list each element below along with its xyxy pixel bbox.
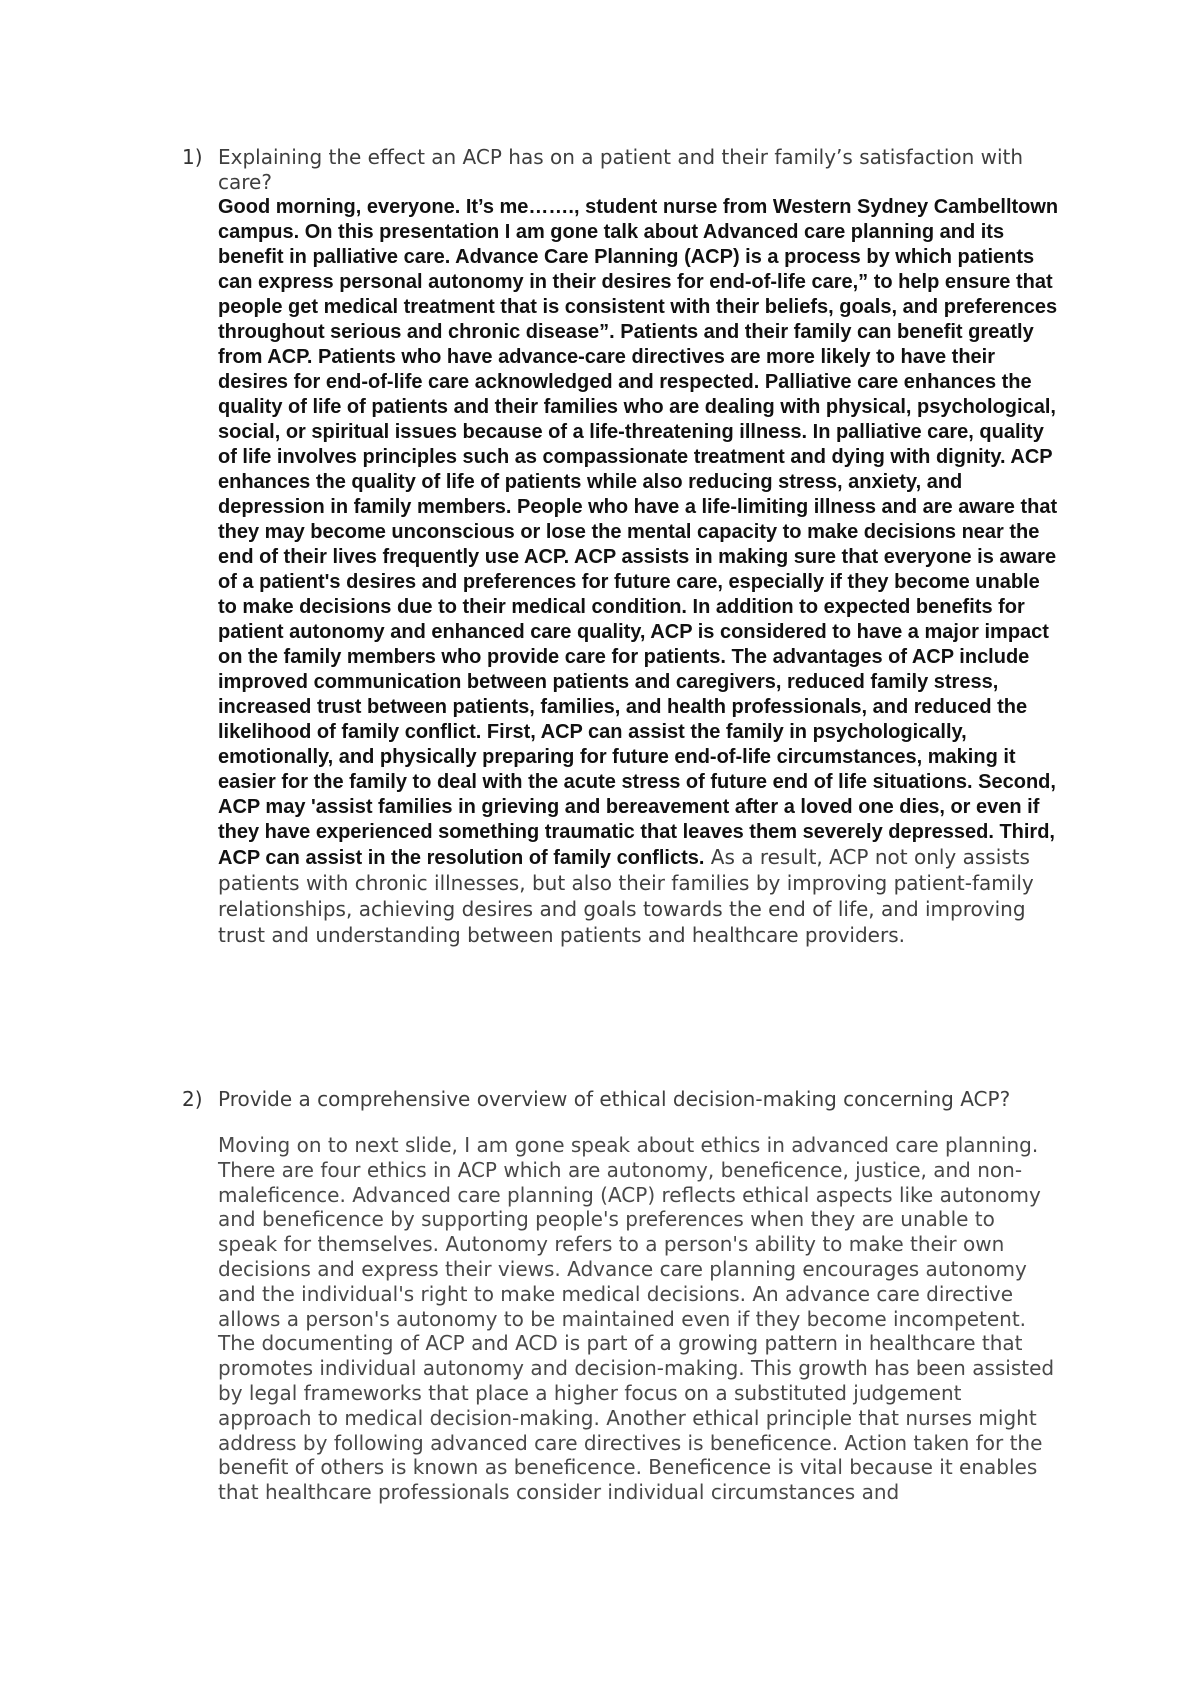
question-heading: Provide a comprehensive overview of ethical decision-making concerning ACP? <box>218 1087 1011 1111</box>
question-heading: Explaining the effect an ACP has on a patient and their family’s satisfaction with care? <box>218 145 1024 194</box>
answer-paragraph: Moving on to next slide, I am gone speak about ethics in advanced care planning. There are four ethics in ACP which are autonomy, beneficence, justice, and non-maleficence. Advanced care planning (ACP) reflects ethical aspects like autonomy and beneficence by supporting people's preferences when they are unable to speak for themselves. Autonomy refers to a person's ability to make their own decisions and express their views. Advance care planning encourages autonomy and the individual's right to make medical decisions. An advance care directive allows a person's autonomy to be maintained even if they become incompetent. The documenting of ACP and ACD is part of a growing pattern in healthcare that promotes individual autonomy and decision-making. This growth has been assisted by legal frameworks that place a higher focus on a substituted judgement approach to medical decision-making. Another ethical principle that nurses might address by following advanced care directives is beneficence. Action taken for the benefit of others is known as beneficence. Beneficence is vital because it enables that healthcare professionals consider individual circumstances and <box>218 1133 1055 1505</box>
item-number: 1) <box>182 145 203 169</box>
item-number: 2) <box>182 1087 203 1111</box>
answer-paragraph <box>218 195 1060 949</box>
answer-light-text: As a result, ACP not only assists patients with chronic illnesses, but also their families by improving patient-family relationships, achieving desires and goals towards the end of life, and improving trust and understanding between patients and healthcare providers. <box>218 845 1034 947</box>
answer-bold-text: Good morning, everyone. It’s me……., student nurse from Western Sydney Cambelltown campus. On this presentation I am gone talk about Advanced care planning and its benefit in palliative care. Advance Care Planning (ACP) is a process by which patients can express personal autonomy in their desires for end-of-life care,” to help ensure that people get medical treatment that is consistent with their beliefs, goals, and preferences throughout serious and chronic disease”. Patients and their family can benefit greatly from ACP. Patients who have advance-care directives are more likely to have their desires for end-of-life care acknowledged and respected. Palliative care enhances the quality of life of patients and their families who are dealing with physical, psychological, social, or spiritual issues because of a life-threatening illness. In palliative care, quality of life involves principles such as compassionate treatment and dying with dignity. ACP enhances the quality of life of patients while also reducing stress, anxiety, and depression in family members. People who have a life-limiting illness and are aware that they may become unconscious or lose the mental capacity to make decisions near the end of their lives frequently use ACP. ACP assists in making sure that everyone is aware of a patient's desires and preferences for future care, especially if they become unable to make decisions due to their medical condition. In addition to expected benefits for patient autonomy and enhanced care quality, ACP is considered to have a major impact on the family members who provide care for patients. The advantages of ACP include improved communication between patients and caregivers, reduced family stress, increased trust between patients, families, and health professionals, and reduced the likelihood of family conflict. First, ACP can assist the family in psychologically, emotionally, and physically preparing for future end-of-life circumstances, making it easier for the family to deal with the acute stress of future end of life situations. Second, ACP may 'assist families in grieving and bereavement after a loved one dies, or even if they have experienced something traumatic that leaves them severely depressed. Third, ACP can assist in the resolution of family conflicts. <box>218 196 1059 869</box>
item-content <box>218 145 1060 949</box>
item-content <box>218 1087 1060 1505</box>
